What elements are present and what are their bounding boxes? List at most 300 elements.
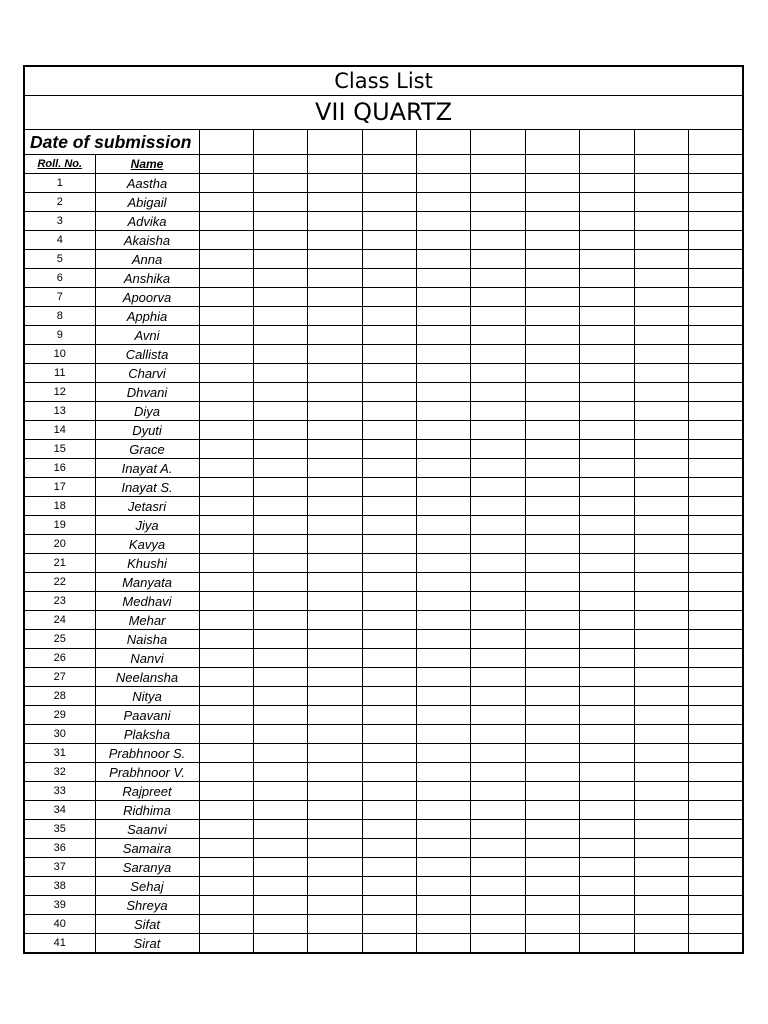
submission-cell[interactable]: [362, 364, 416, 383]
submission-cell[interactable]: [689, 345, 744, 364]
submission-cell[interactable]: [634, 801, 688, 820]
submission-cell[interactable]: [308, 364, 362, 383]
submission-cell[interactable]: [417, 364, 471, 383]
submission-cell[interactable]: [689, 535, 744, 554]
date-cell[interactable]: [199, 130, 253, 155]
submission-cell[interactable]: [689, 459, 744, 478]
submission-cell[interactable]: [580, 440, 634, 459]
date-cell[interactable]: [580, 130, 634, 155]
submission-cell[interactable]: [580, 934, 634, 954]
submission-cell[interactable]: [199, 212, 253, 231]
submission-cell[interactable]: [253, 326, 307, 345]
submission-cell[interactable]: [580, 725, 634, 744]
submission-cell[interactable]: [525, 326, 579, 345]
submission-cell[interactable]: [417, 820, 471, 839]
submission-cell[interactable]: [253, 687, 307, 706]
submission-cell[interactable]: [308, 288, 362, 307]
submission-cell[interactable]: [580, 706, 634, 725]
submission-cell[interactable]: [308, 877, 362, 896]
submission-cell[interactable]: [471, 820, 525, 839]
submission-cell[interactable]: [362, 250, 416, 269]
submission-cell[interactable]: [525, 345, 579, 364]
submission-cell[interactable]: [634, 383, 688, 402]
submission-cell[interactable]: [362, 516, 416, 535]
date-cell[interactable]: [689, 130, 744, 155]
submission-cell[interactable]: [525, 782, 579, 801]
submission-cell[interactable]: [689, 383, 744, 402]
submission-cell[interactable]: [417, 573, 471, 592]
submission-cell[interactable]: [689, 250, 744, 269]
submission-cell[interactable]: [199, 402, 253, 421]
submission-cell[interactable]: [580, 535, 634, 554]
submission-cell[interactable]: [417, 630, 471, 649]
submission-cell[interactable]: [417, 934, 471, 954]
submission-cell[interactable]: [253, 782, 307, 801]
submission-cell[interactable]: [253, 744, 307, 763]
submission-cell[interactable]: [362, 193, 416, 212]
header-blank-cell[interactable]: [417, 155, 471, 174]
submission-cell[interactable]: [417, 896, 471, 915]
submission-cell[interactable]: [199, 459, 253, 478]
submission-cell[interactable]: [471, 801, 525, 820]
submission-cell[interactable]: [634, 934, 688, 954]
submission-cell[interactable]: [308, 345, 362, 364]
submission-cell[interactable]: [471, 877, 525, 896]
submission-cell[interactable]: [634, 839, 688, 858]
submission-cell[interactable]: [253, 231, 307, 250]
submission-cell[interactable]: [471, 269, 525, 288]
submission-cell[interactable]: [580, 459, 634, 478]
submission-cell[interactable]: [253, 535, 307, 554]
submission-cell[interactable]: [471, 364, 525, 383]
submission-cell[interactable]: [362, 877, 416, 896]
submission-cell[interactable]: [253, 820, 307, 839]
submission-cell[interactable]: [362, 307, 416, 326]
submission-cell[interactable]: [308, 706, 362, 725]
submission-cell[interactable]: [308, 744, 362, 763]
submission-cell[interactable]: [525, 573, 579, 592]
submission-cell[interactable]: [525, 687, 579, 706]
submission-cell[interactable]: [580, 383, 634, 402]
submission-cell[interactable]: [471, 535, 525, 554]
submission-cell[interactable]: [308, 193, 362, 212]
submission-cell[interactable]: [417, 725, 471, 744]
submission-cell[interactable]: [525, 706, 579, 725]
submission-cell[interactable]: [580, 554, 634, 573]
submission-cell[interactable]: [199, 896, 253, 915]
submission-cell[interactable]: [634, 174, 688, 193]
submission-cell[interactable]: [253, 212, 307, 231]
submission-cell[interactable]: [689, 725, 744, 744]
submission-cell[interactable]: [471, 250, 525, 269]
submission-cell[interactable]: [471, 687, 525, 706]
submission-cell[interactable]: [689, 896, 744, 915]
header-blank-cell[interactable]: [689, 155, 744, 174]
submission-cell[interactable]: [362, 212, 416, 231]
submission-cell[interactable]: [634, 706, 688, 725]
submission-cell[interactable]: [199, 554, 253, 573]
submission-cell[interactable]: [362, 554, 416, 573]
submission-cell[interactable]: [362, 801, 416, 820]
submission-cell[interactable]: [471, 725, 525, 744]
submission-cell[interactable]: [417, 782, 471, 801]
submission-cell[interactable]: [308, 592, 362, 611]
submission-cell[interactable]: [689, 668, 744, 687]
submission-cell[interactable]: [308, 174, 362, 193]
submission-cell[interactable]: [253, 516, 307, 535]
submission-cell[interactable]: [580, 782, 634, 801]
submission-cell[interactable]: [525, 193, 579, 212]
submission-cell[interactable]: [634, 877, 688, 896]
submission-cell[interactable]: [199, 421, 253, 440]
submission-cell[interactable]: [362, 820, 416, 839]
submission-cell[interactable]: [580, 877, 634, 896]
submission-cell[interactable]: [308, 896, 362, 915]
submission-cell[interactable]: [199, 478, 253, 497]
submission-cell[interactable]: [689, 839, 744, 858]
submission-cell[interactable]: [689, 516, 744, 535]
submission-cell[interactable]: [417, 763, 471, 782]
submission-cell[interactable]: [471, 326, 525, 345]
submission-cell[interactable]: [689, 687, 744, 706]
submission-cell[interactable]: [634, 402, 688, 421]
submission-cell[interactable]: [634, 763, 688, 782]
submission-cell[interactable]: [634, 896, 688, 915]
submission-cell[interactable]: [417, 459, 471, 478]
submission-cell[interactable]: [417, 706, 471, 725]
submission-cell[interactable]: [417, 326, 471, 345]
submission-cell[interactable]: [689, 193, 744, 212]
submission-cell[interactable]: [634, 915, 688, 934]
submission-cell[interactable]: [634, 858, 688, 877]
submission-cell[interactable]: [634, 649, 688, 668]
date-cell[interactable]: [471, 130, 525, 155]
submission-cell[interactable]: [634, 478, 688, 497]
submission-cell[interactable]: [689, 288, 744, 307]
submission-cell[interactable]: [525, 250, 579, 269]
submission-cell[interactable]: [362, 668, 416, 687]
submission-cell[interactable]: [308, 402, 362, 421]
submission-cell[interactable]: [689, 611, 744, 630]
submission-cell[interactable]: [580, 858, 634, 877]
submission-cell[interactable]: [308, 231, 362, 250]
submission-cell[interactable]: [689, 744, 744, 763]
submission-cell[interactable]: [689, 782, 744, 801]
submission-cell[interactable]: [525, 478, 579, 497]
submission-cell[interactable]: [362, 763, 416, 782]
submission-cell[interactable]: [471, 649, 525, 668]
submission-cell[interactable]: [199, 250, 253, 269]
submission-cell[interactable]: [253, 649, 307, 668]
submission-cell[interactable]: [199, 193, 253, 212]
submission-cell[interactable]: [362, 839, 416, 858]
submission-cell[interactable]: [362, 326, 416, 345]
submission-cell[interactable]: [471, 497, 525, 516]
submission-cell[interactable]: [580, 839, 634, 858]
submission-cell[interactable]: [417, 554, 471, 573]
submission-cell[interactable]: [199, 345, 253, 364]
submission-cell[interactable]: [308, 212, 362, 231]
submission-cell[interactable]: [634, 212, 688, 231]
submission-cell[interactable]: [634, 497, 688, 516]
submission-cell[interactable]: [253, 877, 307, 896]
submission-cell[interactable]: [417, 611, 471, 630]
submission-cell[interactable]: [199, 934, 253, 954]
submission-cell[interactable]: [634, 820, 688, 839]
submission-cell[interactable]: [689, 858, 744, 877]
submission-cell[interactable]: [253, 915, 307, 934]
submission-cell[interactable]: [199, 497, 253, 516]
submission-cell[interactable]: [689, 592, 744, 611]
submission-cell[interactable]: [417, 383, 471, 402]
submission-cell[interactable]: [525, 725, 579, 744]
submission-cell[interactable]: [525, 763, 579, 782]
header-blank-cell[interactable]: [580, 155, 634, 174]
submission-cell[interactable]: [253, 421, 307, 440]
submission-cell[interactable]: [362, 706, 416, 725]
submission-cell[interactable]: [689, 364, 744, 383]
submission-cell[interactable]: [471, 782, 525, 801]
submission-cell[interactable]: [525, 554, 579, 573]
submission-cell[interactable]: [580, 687, 634, 706]
submission-cell[interactable]: [471, 288, 525, 307]
submission-cell[interactable]: [362, 744, 416, 763]
submission-cell[interactable]: [525, 934, 579, 954]
submission-cell[interactable]: [417, 478, 471, 497]
submission-cell[interactable]: [689, 649, 744, 668]
submission-cell[interactable]: [199, 915, 253, 934]
date-cell[interactable]: [634, 130, 688, 155]
submission-cell[interactable]: [634, 535, 688, 554]
submission-cell[interactable]: [689, 326, 744, 345]
submission-cell[interactable]: [634, 459, 688, 478]
submission-cell[interactable]: [362, 858, 416, 877]
submission-cell[interactable]: [362, 402, 416, 421]
submission-cell[interactable]: [525, 174, 579, 193]
submission-cell[interactable]: [525, 288, 579, 307]
submission-cell[interactable]: [689, 877, 744, 896]
submission-cell[interactable]: [253, 478, 307, 497]
submission-cell[interactable]: [525, 858, 579, 877]
date-cell[interactable]: [362, 130, 416, 155]
submission-cell[interactable]: [634, 307, 688, 326]
submission-cell[interactable]: [580, 193, 634, 212]
submission-cell[interactable]: [525, 744, 579, 763]
submission-cell[interactable]: [417, 402, 471, 421]
submission-cell[interactable]: [199, 592, 253, 611]
submission-cell[interactable]: [253, 630, 307, 649]
submission-cell[interactable]: [634, 440, 688, 459]
submission-cell[interactable]: [417, 497, 471, 516]
submission-cell[interactable]: [525, 497, 579, 516]
submission-cell[interactable]: [199, 307, 253, 326]
submission-cell[interactable]: [471, 345, 525, 364]
date-cell[interactable]: [253, 130, 307, 155]
header-blank-cell[interactable]: [634, 155, 688, 174]
submission-cell[interactable]: [634, 725, 688, 744]
submission-cell[interactable]: [525, 383, 579, 402]
submission-cell[interactable]: [580, 288, 634, 307]
submission-cell[interactable]: [689, 212, 744, 231]
submission-cell[interactable]: [689, 554, 744, 573]
submission-cell[interactable]: [417, 250, 471, 269]
submission-cell[interactable]: [362, 345, 416, 364]
submission-cell[interactable]: [253, 839, 307, 858]
submission-cell[interactable]: [634, 782, 688, 801]
submission-cell[interactable]: [308, 839, 362, 858]
submission-cell[interactable]: [253, 364, 307, 383]
submission-cell[interactable]: [199, 801, 253, 820]
submission-cell[interactable]: [634, 668, 688, 687]
submission-cell[interactable]: [525, 611, 579, 630]
submission-cell[interactable]: [362, 535, 416, 554]
submission-cell[interactable]: [525, 269, 579, 288]
submission-cell[interactable]: [525, 896, 579, 915]
submission-cell[interactable]: [308, 611, 362, 630]
submission-cell[interactable]: [199, 288, 253, 307]
submission-cell[interactable]: [471, 630, 525, 649]
submission-cell[interactable]: [471, 896, 525, 915]
submission-cell[interactable]: [689, 801, 744, 820]
submission-cell[interactable]: [362, 497, 416, 516]
submission-cell[interactable]: [471, 174, 525, 193]
submission-cell[interactable]: [689, 573, 744, 592]
date-cell[interactable]: [525, 130, 579, 155]
submission-cell[interactable]: [417, 839, 471, 858]
submission-cell[interactable]: [580, 478, 634, 497]
submission-cell[interactable]: [689, 174, 744, 193]
submission-cell[interactable]: [308, 269, 362, 288]
submission-cell[interactable]: [308, 535, 362, 554]
submission-cell[interactable]: [199, 269, 253, 288]
submission-cell[interactable]: [417, 877, 471, 896]
submission-cell[interactable]: [417, 212, 471, 231]
submission-cell[interactable]: [634, 687, 688, 706]
submission-cell[interactable]: [580, 820, 634, 839]
submission-cell[interactable]: [362, 478, 416, 497]
submission-cell[interactable]: [253, 592, 307, 611]
submission-cell[interactable]: [471, 459, 525, 478]
submission-cell[interactable]: [525, 535, 579, 554]
submission-cell[interactable]: [417, 288, 471, 307]
submission-cell[interactable]: [199, 725, 253, 744]
submission-cell[interactable]: [580, 915, 634, 934]
submission-cell[interactable]: [417, 592, 471, 611]
submission-cell[interactable]: [471, 402, 525, 421]
submission-cell[interactable]: [580, 611, 634, 630]
submission-cell[interactable]: [199, 174, 253, 193]
submission-cell[interactable]: [308, 725, 362, 744]
submission-cell[interactable]: [362, 896, 416, 915]
header-blank-cell[interactable]: [253, 155, 307, 174]
submission-cell[interactable]: [308, 440, 362, 459]
submission-cell[interactable]: [199, 573, 253, 592]
submission-cell[interactable]: [253, 801, 307, 820]
submission-cell[interactable]: [580, 896, 634, 915]
submission-cell[interactable]: [199, 383, 253, 402]
submission-cell[interactable]: [362, 573, 416, 592]
submission-cell[interactable]: [580, 402, 634, 421]
submission-cell[interactable]: [471, 193, 525, 212]
submission-cell[interactable]: [308, 478, 362, 497]
submission-cell[interactable]: [580, 250, 634, 269]
submission-cell[interactable]: [253, 763, 307, 782]
submission-cell[interactable]: [580, 174, 634, 193]
submission-cell[interactable]: [580, 326, 634, 345]
submission-cell[interactable]: [308, 858, 362, 877]
submission-cell[interactable]: [253, 269, 307, 288]
submission-cell[interactable]: [199, 820, 253, 839]
submission-cell[interactable]: [525, 630, 579, 649]
submission-cell[interactable]: [689, 915, 744, 934]
submission-cell[interactable]: [580, 668, 634, 687]
submission-cell[interactable]: [525, 839, 579, 858]
submission-cell[interactable]: [308, 687, 362, 706]
submission-cell[interactable]: [580, 630, 634, 649]
submission-cell[interactable]: [253, 402, 307, 421]
submission-cell[interactable]: [417, 193, 471, 212]
submission-cell[interactable]: [417, 744, 471, 763]
submission-cell[interactable]: [417, 174, 471, 193]
submission-cell[interactable]: [634, 250, 688, 269]
submission-cell[interactable]: [471, 573, 525, 592]
submission-cell[interactable]: [362, 687, 416, 706]
submission-cell[interactable]: [525, 307, 579, 326]
submission-cell[interactable]: [253, 497, 307, 516]
submission-cell[interactable]: [253, 383, 307, 402]
submission-cell[interactable]: [580, 421, 634, 440]
submission-cell[interactable]: [471, 668, 525, 687]
date-cell[interactable]: [308, 130, 362, 155]
submission-cell[interactable]: [417, 231, 471, 250]
submission-cell[interactable]: [199, 763, 253, 782]
submission-cell[interactable]: [362, 915, 416, 934]
submission-cell[interactable]: [634, 288, 688, 307]
submission-cell[interactable]: [634, 744, 688, 763]
submission-cell[interactable]: [471, 934, 525, 954]
submission-cell[interactable]: [471, 231, 525, 250]
submission-cell[interactable]: [634, 326, 688, 345]
submission-cell[interactable]: [308, 554, 362, 573]
submission-cell[interactable]: [362, 269, 416, 288]
submission-cell[interactable]: [634, 421, 688, 440]
submission-cell[interactable]: [417, 421, 471, 440]
submission-cell[interactable]: [253, 345, 307, 364]
submission-cell[interactable]: [253, 934, 307, 954]
submission-cell[interactable]: [417, 440, 471, 459]
date-cell[interactable]: [417, 130, 471, 155]
submission-cell[interactable]: [525, 877, 579, 896]
submission-cell[interactable]: [308, 307, 362, 326]
submission-cell[interactable]: [199, 326, 253, 345]
submission-cell[interactable]: [689, 402, 744, 421]
submission-cell[interactable]: [471, 839, 525, 858]
header-blank-cell[interactable]: [525, 155, 579, 174]
submission-cell[interactable]: [580, 307, 634, 326]
submission-cell[interactable]: [525, 820, 579, 839]
submission-cell[interactable]: [362, 782, 416, 801]
submission-cell[interactable]: [362, 459, 416, 478]
submission-cell[interactable]: [253, 193, 307, 212]
submission-cell[interactable]: [471, 307, 525, 326]
submission-cell[interactable]: [525, 212, 579, 231]
submission-cell[interactable]: [417, 687, 471, 706]
submission-cell[interactable]: [199, 877, 253, 896]
submission-cell[interactable]: [417, 649, 471, 668]
submission-cell[interactable]: [471, 516, 525, 535]
submission-cell[interactable]: [525, 592, 579, 611]
submission-cell[interactable]: [199, 839, 253, 858]
